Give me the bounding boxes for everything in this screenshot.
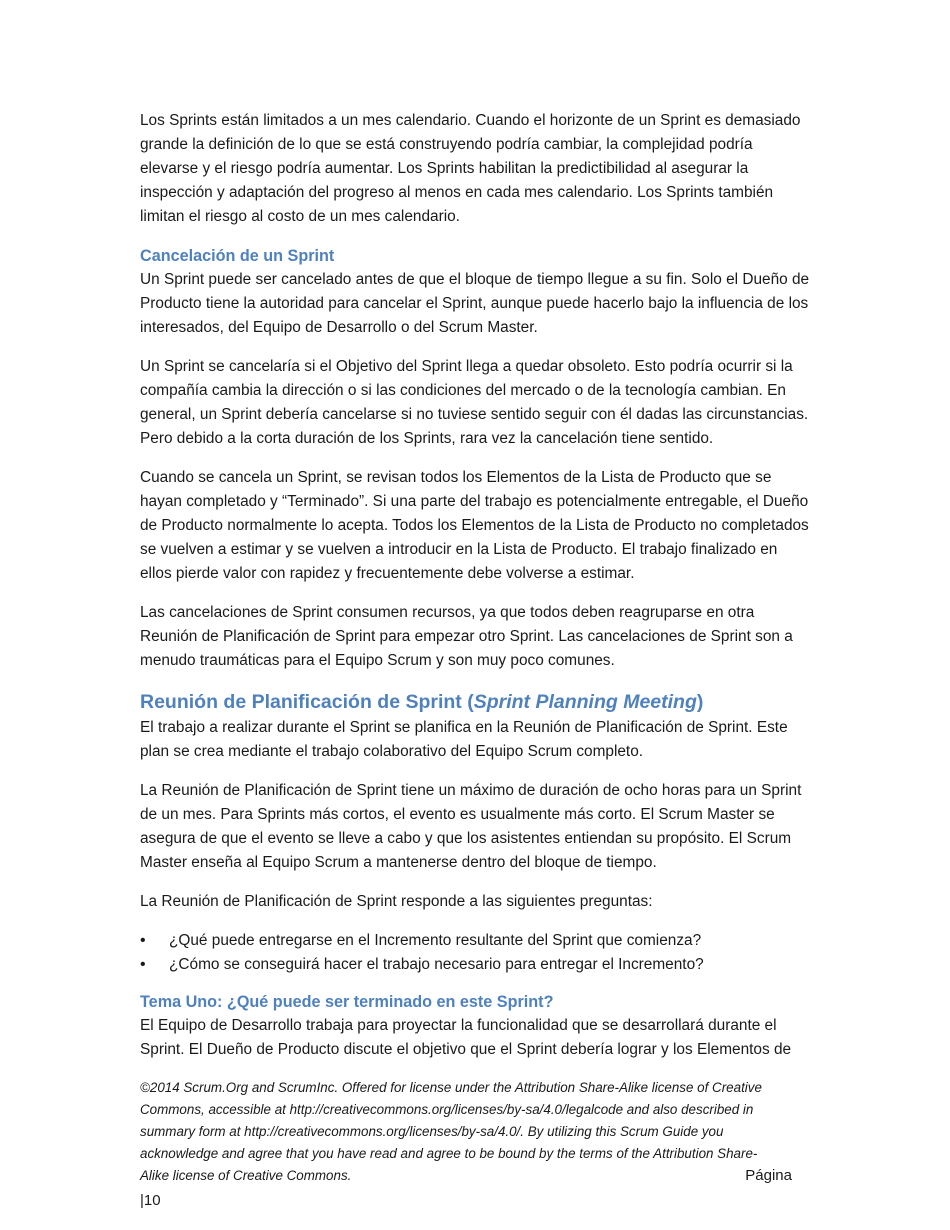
heading-sprint-planning-prefix: Reunión de Planificación de Sprint ( bbox=[140, 691, 474, 713]
list-item: • ¿Qué puede entregarse en el Incremento resultante del Sprint que comienza? bbox=[140, 929, 812, 953]
paragraph-planning-questions: La Reunión de Planificación de Sprint responde a las siguientes preguntas: bbox=[140, 893, 653, 910]
list-item: • ¿Cómo se conseguirá hacer el trabajo necesario para entregar el Incremento? bbox=[140, 953, 812, 977]
footer-line: acknowledge and agree that you have read and agree to be bound by the terms of the Attribution Share- bbox=[140, 1146, 758, 1161]
page-label: Página bbox=[745, 1167, 792, 1184]
page-number: |10 bbox=[140, 1192, 161, 1209]
paragraph-cancel-review: Cuando se cancela un Sprint, se revisan todos los Elementos de la Lista de Producto que se hayan completado y “Terminado”. Si una parte del trabajo es potencialmente entregable, el Dueño de Producto normalmente lo acepta. Todos los Elementos de la Lista de Producto no completados se vuelven a estimar y se vuelven a introducir en la Lista de Producto. El trabajo finalizado en ellos pierde valor con rapidez y frecuentemente debe volverse a estimar. bbox=[140, 469, 809, 582]
footer-last-row bbox=[140, 1165, 800, 1187]
footer-line: ©2014 Scrum.Org and ScrumInc. Offered for license under the Attribution Share-Alike license of Creative bbox=[140, 1080, 762, 1095]
paragraph-cancel-resources: Las cancelaciones de Sprint consumen recursos, ya que todos deben reagruparse en otra Reunión de Planificación de Sprint para empezar otro Sprint. Las cancelaciones de Sprint son a menudo traumáticas para el Equipo Scrum y son muy poco comunes. bbox=[140, 604, 793, 669]
footer-line: Commons, accessible at http://creativecommons.org/licenses/by-sa/4.0/legalcode and also described in bbox=[140, 1102, 754, 1117]
paragraph-topic-one: El Equipo de Desarrollo trabaja para proyectar la funcionalidad que se desarrollará durante el Sprint. El Dueño de Producto discute el objetivo que el Sprint debería lograr y los Elementos de bbox=[140, 1017, 792, 1058]
paragraph-planning-intro: El trabajo a realizar durante el Sprint se planifica en la Reunión de Planificación de Sprint. Este plan se crea mediante el trabajo colaborativo del Equipo Scrum completo. bbox=[140, 719, 788, 760]
paragraph-cancel-obsolete: Un Sprint se cancelaría si el Objetivo del Sprint llega a quedar obsoleto. Esto podría ocurrir si la compañía cambia la dirección o si las condiciones del mercado o de la tecnología cambian. En general, un Sprint debería cancelarse si no tuviese sentido seguir con él dadas las circunstancias. Pero debido a la corta duración de los Sprints, rara vez la cancelación tiene sentido. bbox=[140, 358, 809, 447]
footer-line: summary form at http://creativecommons.org/licenses/by-sa/4.0/. By utilizing this Scrum Guide you bbox=[140, 1124, 724, 1139]
footer-line: Alike license of Creative Commons. bbox=[140, 1168, 352, 1183]
heading-sprint-planning-suffix: ) bbox=[696, 691, 704, 713]
heading-sprint-planning-english: Sprint Planning Meeting bbox=[473, 691, 697, 713]
heading-topic-one: Tema Uno: ¿Qué puede ser terminado en este Sprint? bbox=[140, 993, 554, 1011]
paragraph-sprint-duration: Los Sprints están limitados a un mes calendario. Cuando el horizonte de un Sprint es demasiado grande la definición de lo que se está construyendo podría cambiar, la complejidad podría elevarse y el riesgo podría aumentar. Los Sprints habilitan la predictibilidad al asegurar la inspección y adaptación del progreso al menos en cada mes calendario. Los Sprints también limitan el riesgo al costo de un mes calendario. bbox=[140, 112, 801, 225]
paragraph-planning-timebox: La Reunión de Planificación de Sprint tiene un máximo de duración de ocho horas para un Sprint de un mes. Para Sprints más cortos, el evento es usualmente más corto. El Scrum Master se asegura de que el evento se lleve a cabo y que los asistentes entiendan su propósito. El Scrum Master enseña al Equipo Scrum a mantenerse dentro del bloque de tiempo. bbox=[140, 782, 802, 871]
heading-sprint-cancellation: Cancelación de un Sprint bbox=[140, 247, 335, 265]
heading-sprint-planning bbox=[140, 688, 812, 716]
paragraph-cancel-authority: Un Sprint puede ser cancelado antes de que el bloque de tiempo llegue a su fin. Solo el Dueño de Producto tiene la autoridad para cancelar el Sprint, aunque puede hacerlo bajo la influencia de los interesados, del Equipo de Desarrollo o del Scrum Master. bbox=[140, 271, 810, 336]
license-footer bbox=[140, 1077, 800, 1187]
document-page bbox=[140, 109, 812, 1062]
planning-questions-list bbox=[140, 929, 812, 977]
